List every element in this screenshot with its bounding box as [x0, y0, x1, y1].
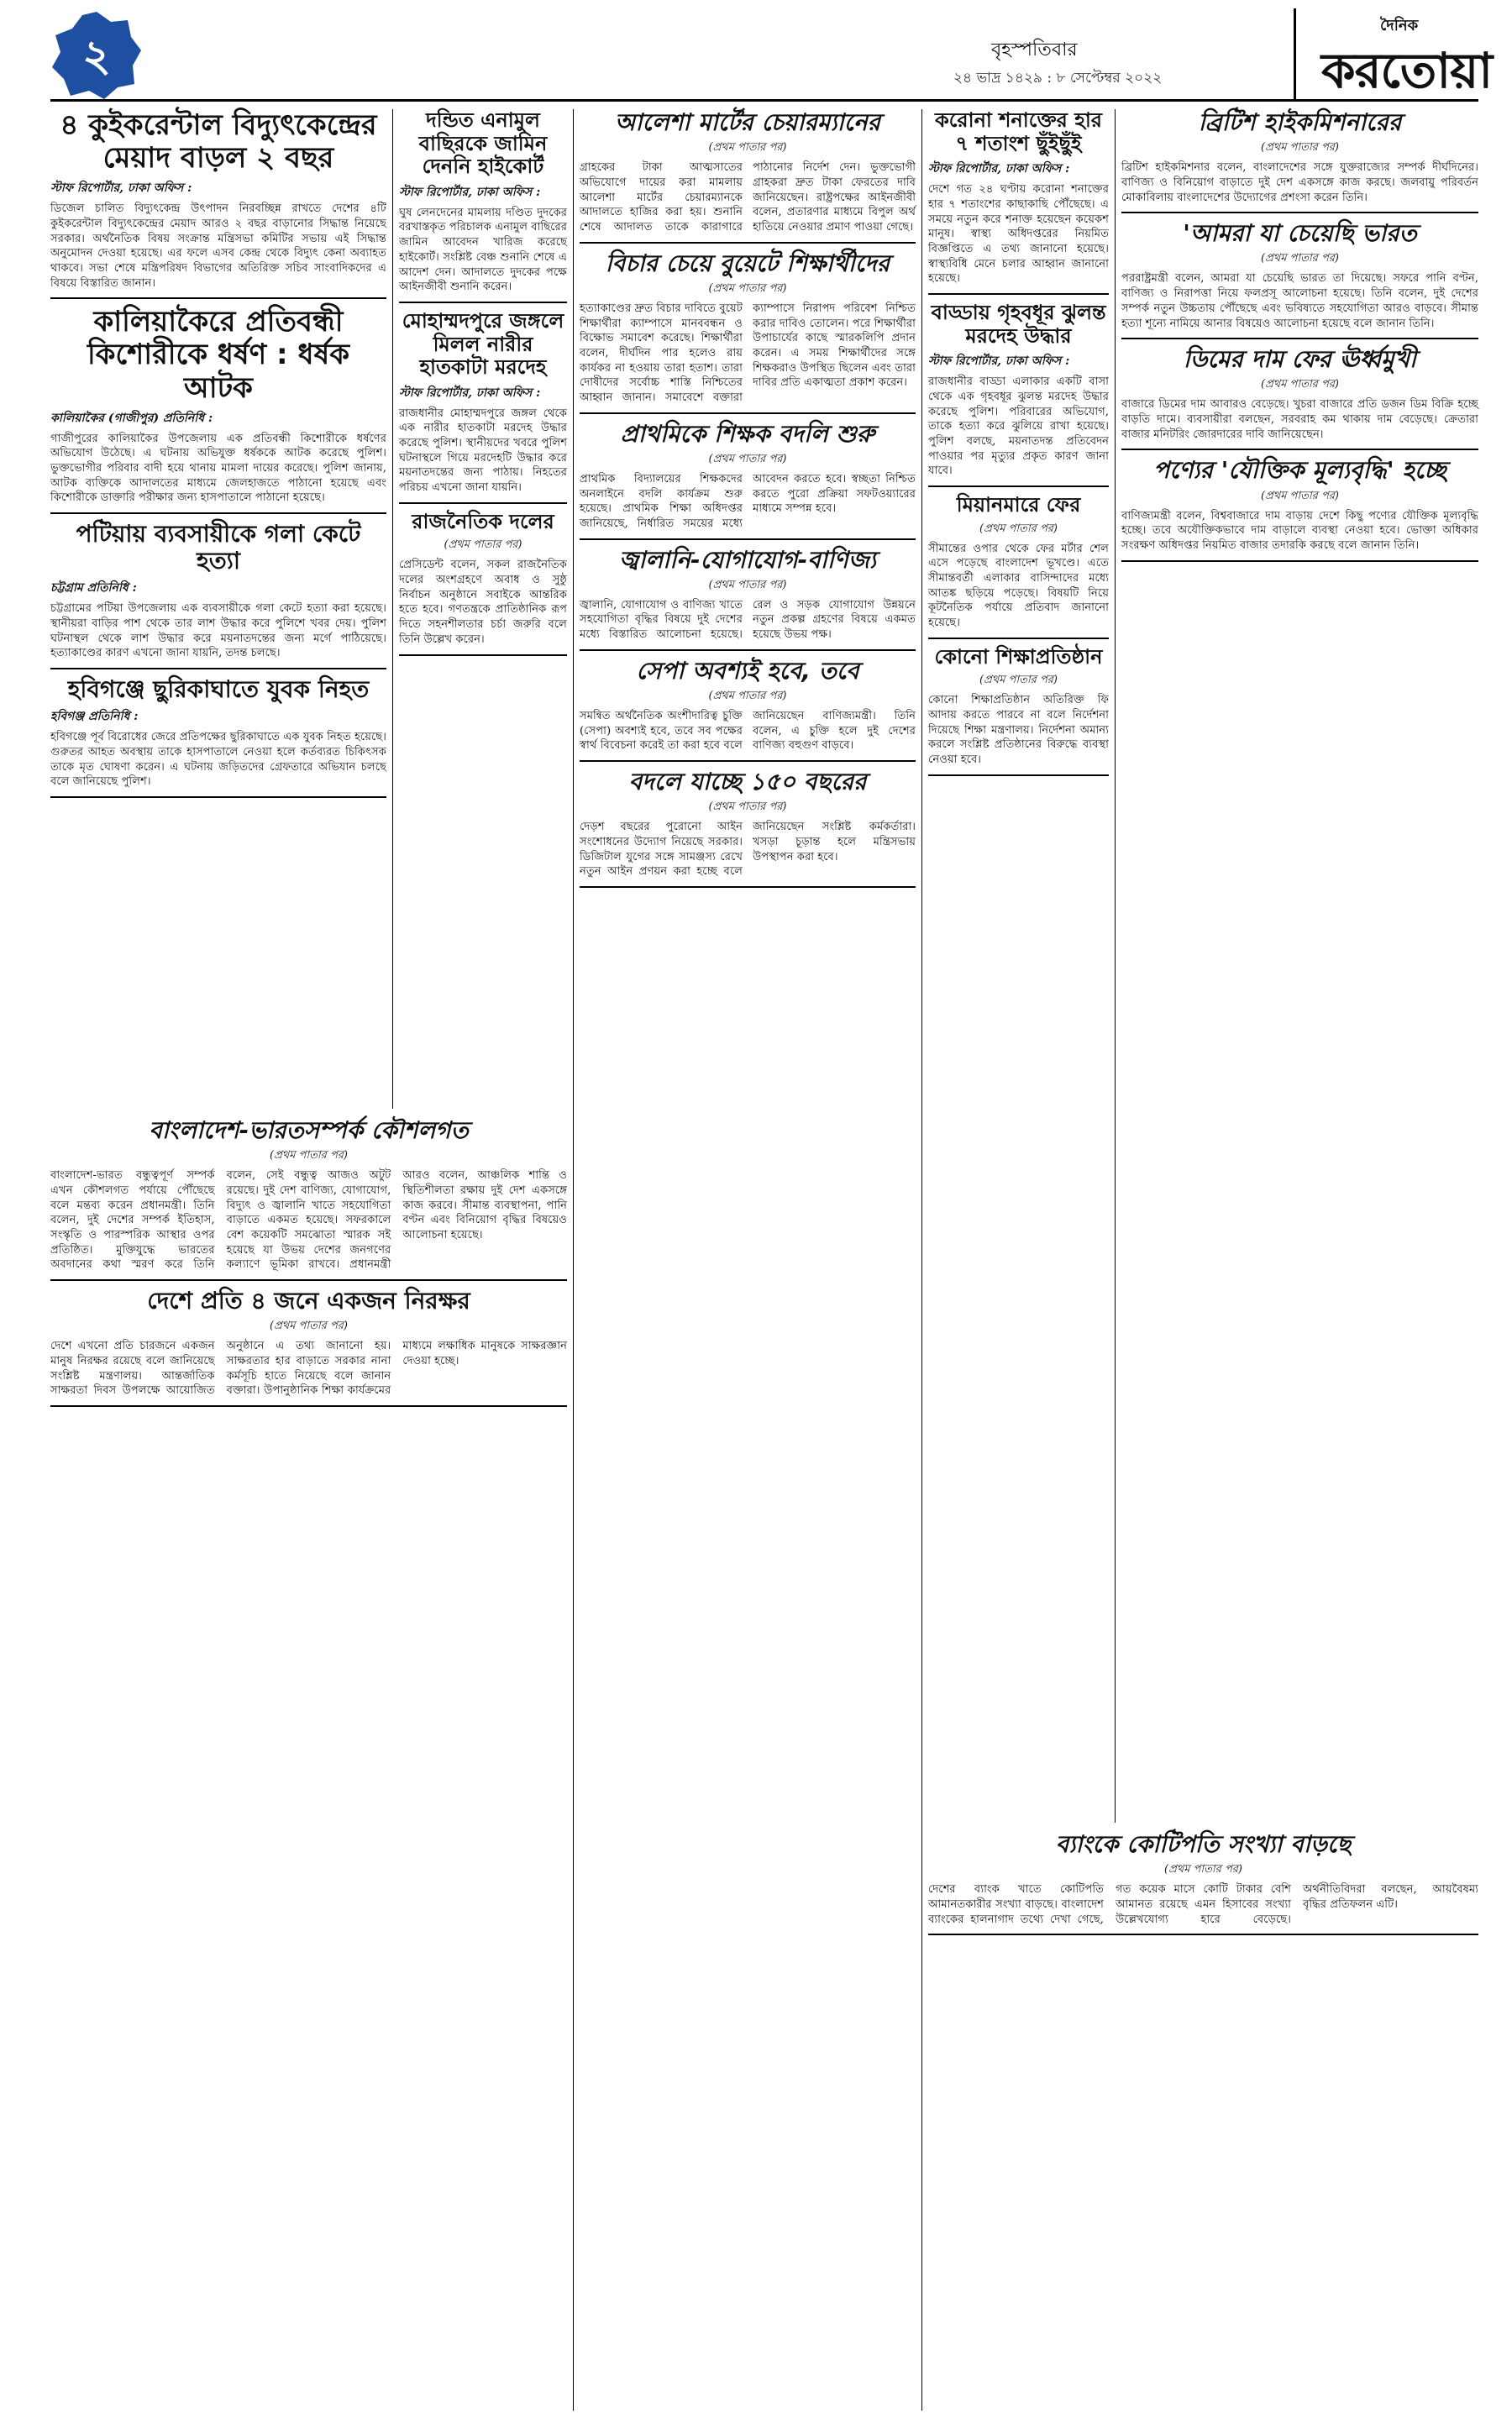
jump-line: (প্রথম পাতার পর): [444, 538, 522, 552]
story-sepa: [580, 658, 916, 762]
headline: আলেশা মার্টের চেয়ারম্যানের: [614, 108, 881, 136]
byline: চট্টগ্রাম প্রতিনিধি :: [50, 581, 137, 596]
headline: পণ্যের 'যৌক্তিক মূল্যবৃদ্ধি' হচ্ছে: [1153, 456, 1446, 485]
story-bdindia-inner: [50, 1117, 567, 1281]
byline: কালিয়াকৈর (গাজীপুর) প্রতিনিধি :: [50, 411, 213, 425]
story-kaliakoir: [50, 306, 386, 514]
story-text: হবিগঞ্জে পূর্ব বিরোধের জেরে প্রতিপক্ষের ছুরিকাঘাতে এক যুবক নিহত হয়েছে। গুরুতর আহত অবস্থায় তাকে হাসপাতালে নেওয়া হলে কর্তব্যরত চিকিৎসক তাকে মৃত ঘোষণা করেন। এ ঘটনায় জড়িতদের গ্রেফতারে অভিযান চলছে বলে জানিয়েছে পুলিশ।: [50, 731, 386, 789]
jump-line: (প্রথম পাতার পর): [708, 800, 787, 814]
jump-line: (প্রথম পাতার পর): [708, 281, 787, 295]
story-text: দেশে গত ২৪ ঘণ্টায় করোনা শনাক্তের হার ৭ শতাংশের কাছাকাছি পৌঁছেছে। এ সময়ে নতুন করে শনাক্ত হয়েছেন কয়েকশ মানুষ। স্বাস্থ্য অধিদপ্তরের নিয়মিত বিজ্ঞপ্তিতে এ তথ্য জানানো হয়েছে। স্বাস্থ্যবিধি মেনে চলার আহ্বান জানানো হয়েছে।: [928, 183, 1109, 286]
story-buet: [580, 250, 916, 414]
headline: দন্ডিত এনামুল বাছিরকে জামিন দেননি হাইকোর্ট: [418, 108, 548, 179]
column-rule: [1115, 109, 1116, 1823]
story-text: পররাষ্ট্রমন্ত্রী বলেন, আমরা যা চেয়েছি ভারত তা দিয়েছে। সফরে পানি বণ্টন, বাণিজ্য ও নিরাপত্তা নিয়ে ফলপ্রসূ আলোচনা হয়েছে। তিনি বলেন, দুই দেশের সম্পর্ক নতুন উচ্চতায় পৌঁছেছে এবং ভবিষ্যতে সহযোগিতা আরও বাড়বে। সীমান্ত হত্যা শূন্যে নামিয়ে আনার বিষয়েও আলোচনা হয়েছে বলে জানান তিনি।: [1121, 272, 1478, 330]
story-text: প্রেসিডেন্ট বলেন, সকল রাজনৈতিক দলের অংশগ্রহণে অবাধ ও সুষ্ঠু নির্বাচন অনুষ্ঠানে সবাইকে আন্তরিক হতে হবে। গণতন্ত্রকে প্রাতিষ্ঠানিক রূপ দিতে সহনশীলতার চর্চা জরুরি বলে তিনি উল্লেখ করেন।: [399, 559, 567, 646]
story-education: [928, 646, 1109, 776]
column-rule: [392, 109, 393, 1109]
newspaper-logo: [1294, 8, 1493, 101]
story-text: জ্বালানি, যোগাযোগ ও বাণিজ্য খাতে সহযোগিতা বৃদ্ধির বিষয়ে দুই দেশের মধ্যে বিস্তারিত আলোচনা হয়েছে। রেল ও সড়ক যোগাযোগ উন্নয়নে নতুন প্রকল্প গ্রহণের বিষয়ে একমত হয়েছে উভয় পক্ষ।: [580, 598, 916, 642]
headline: রাজনৈতিক দলের: [412, 509, 554, 533]
headline: হবিগঞ্জে ছুরিকাঘাতে যুবক নিহত: [67, 675, 370, 704]
issue-date: ২৪ ভাদ্র ১৪২৯ : ৮ সেপ্টেম্বর ২০২২: [953, 70, 1163, 87]
column-rule: [921, 109, 922, 2411]
story-millionaire-inner: [928, 1831, 1478, 1935]
jump-line: (প্রথম পাতার পর): [708, 452, 787, 465]
headline: কালিয়াকৈরে প্রতিবন্ধী কিশোরীকে ধর্ষণ : ধর্ষক আটক: [87, 305, 350, 405]
jump-line: (প্রথম পাতার পর): [1261, 489, 1339, 502]
top-rule: [50, 99, 1478, 102]
jump-line: (প্রথম পাতার পর): [708, 690, 787, 702]
story-text: ঘুষ লেনদেনের মামলায় দণ্ডিত দুদকের বরখাস্তকৃত পরিচালক এনামুল বাছিরের জামিন আবেদন খারিজ করেছে হাইকোর্ট। সংশ্লিষ্ট বেঞ্চ শুনানি শেষে এ আদেশ দেন। আদালতে দুদকের পক্ষে আইনজীবী শুনানি করেন।: [399, 206, 567, 294]
story-text: কোনো শিক্ষাপ্রতিষ্ঠান অতিরিক্ত ফি আদায় করতে পারবে না বলে নির্দেশনা দিয়েছে শিক্ষা মন্ত্রণালয়। নির্দেশনা অমান্য করলে সংশ্লিষ্ট প্রতিষ্ঠানের বিরুদ্ধে ব্যবস্থা নেওয়া হবে।: [928, 694, 1109, 767]
story-text: ডিজেল চালিত বিদ্যুৎকেন্দ্র উৎপাদন নিরবচ্ছিন্ন রাখতে দেশের ৪টি কুইকরেন্টাল বিদ্যুৎকেন্দ্রের মেয়াদ আরও ২ বছর বাড়ানোর সিদ্ধান্ত নিয়েছে সরকার। অর্থনৈতিক বিষয় সংক্রান্ত মন্ত্রিসভা কমিটির সভায় এই সিদ্ধান্ত অনুমোদন দেওয়া হয়েছে। এর ফলে এসব কেন্দ্র থেকে বিদ্যুৎ কেনা অব্যাহত থাকবে। সভা শেষে মন্ত্রিপরিষদ বিভাগের অতিরিক্ত সচিব সাংবাদিকদের এ বিষয়ে বিস্তারিত জানান।: [50, 202, 386, 290]
headline: ৪ কুইকরেন্টাল বিদ্যুৎকেন্দ্রের মেয়াদ বাড়ল ২ বছর: [60, 108, 377, 176]
story-millionaire: [928, 1831, 1478, 1942]
jump-line: (প্রথম পাতার পর): [708, 578, 787, 591]
story-text: বাজারে ডিমের দাম আবারও বেড়েছে। খুচরা বাজারে প্রতি ডজন ডিম বিক্রি হচ্ছে বাড়তি দামে। ব্যবসায়ীরা বলছেন, সরবরাহ কম থাকায় দাম বেড়েছে। ক্রেতারা বাজার মনিটরিং জোরদারের দাবি জানিয়েছেন।: [1121, 398, 1478, 441]
jump-line: (প্রথম পাতার পর): [270, 1149, 348, 1163]
jump-line: (প্রথম পাতার পর): [1261, 378, 1339, 391]
story-text: দেড়শ বছরের পুরোনো আইন সংশোধনের উদ্যোগ নিয়েছে সরকার। ডিজিটাল যুগের সঙ্গে সামঞ্জস্য রেখে নতুন আইন প্রণয়ন করা হচ্ছে বলে জানিয়েছেন সংশ্লিষ্ট কর্মকর্তারা। খসড়া চূড়ান্ত হলে মন্ত্রিসভায় উপস্থাপন করা হবে।: [580, 821, 916, 879]
headline: সেপা অবশ্যই হবে, তবে: [636, 656, 859, 685]
story-150: [580, 769, 916, 888]
column-3: [580, 109, 916, 895]
headline: 'আমরা যা চেয়েছি ভারত: [1183, 219, 1417, 248]
headline: মোহাম্মদপুরে জঙ্গলে মিলল নারীর হাতকাটা মরদেহ: [402, 308, 564, 380]
story-text: দেশের ব্যাংক খাতে কোটিপতি আমানতকারীর সংখ্যা বাড়ছে। বাংলাদেশ ব্যাংকের হালনাগাদ তথ্যে দেখা গেছে, গত কয়েক মাসে কোটি টাকার বেশি আমানত রয়েছে এমন হিসাবের সংখ্যা উল্লেখযোগ্য হারে বেড়েছে। অর্থনীতিবিদরা বলছেন, আয়বৈষম্য বৃদ্ধির প্রতিফলন এটি।: [928, 1883, 1478, 1926]
story-myanmar: [928, 494, 1109, 639]
story-text: ব্রিটিশ হাইকমিশনার বলেন, বাংলাদেশের সঙ্গে যুক্তরাজ্যের সম্পর্ক দীর্ঘদিনের। বাণিজ্য ও বিনিয়োগ বাড়াতে দুই দেশ একসঙ্গে কাজ করছে। জলবায়ু পরিবর্তন মোকাবিলায় বাংলাদেশের উদ্যোগের প্রশংসা করেন তিনি।: [1121, 161, 1478, 204]
story-patiya: [50, 521, 386, 669]
story-political: [399, 511, 567, 656]
story-eggs: [1121, 346, 1478, 450]
story-india-want: [1121, 220, 1478, 339]
story-text: গ্রাহকের টাকা আত্মসাতের অভিযোগে দায়ের করা মামলায় আলেশা মার্টের চেয়ারম্যানকে আদালতে হাজির করা হয়। শুনানি শেষে আদালত তাকে কারাগারে পাঠানোর নির্দেশ দেন। ভুক্তভোগী গ্রাহকরা দ্রুত টাকা ফেরতের দাবি জানিয়েছেন। রাষ্ট্রপক্ষের আইনজীবী বলেন, প্রতারণার মাধ্যমে বিপুল অর্থ হাতিয়ে নেওয়ার প্রমাণ পাওয়া গেছে।: [580, 161, 916, 234]
story-text: রাজধানীর মোহাম্মদপুরে জঙ্গল থেকে এক নারীর হাতকাটা মরদেহ উদ্ধার করেছে পুলিশ। স্থানীয়দের খবরে পুলিশ ঘটনাস্থলে গিয়ে মরদেহটি উদ্ধার করে ময়নাতদন্তের জন্য পাঠায়। নিহতের পরিচয় এখনো জানা যায়নি।: [399, 407, 567, 495]
story-text: বাংলাদেশ-ভারত বন্ধুত্বপূর্ণ সম্পর্ক এখন কৌশলগত পর্যায়ে পৌঁছেছে বলে মন্তব্য করেন প্রধানমন্ত্রী। তিনি বলেন, দুই দেশের সম্পর্ক ইতিহাস, সংস্কৃতি ও পারস্পরিক আস্থার ওপর প্রতিষ্ঠিত। মুক্তিযুদ্ধে ভারতের অবদানের কথা স্মরণ করে তিনি বলেন, সেই বন্ধুত্ব আজও অটুট রয়েছে। দুই দেশ বাণিজ্য, যোগাযোগ, বিদ্যুৎ ও জ্বালানি খাতে সহযোগিতা বাড়াতে একমত হয়েছে। সফরকালে বেশ কয়েকটি সমঝোতা স্মারক সই হয়েছে যা উভয় দেশের জনগণের কল্যাণে ভূমিকা রাখবে। প্রধানমন্ত্রী আরও বলেন, আঞ্চলিক শান্তি ও স্থিতিশীলতা রক্ষায় দুই দেশ একসঙ্গে কাজ করবে। সীমান্ত ব্যবস্থাপনা, পানি বণ্টন এবং বিনিয়োগ বৃদ্ধির বিষয়েও আলোচনা হয়েছে।: [50, 1169, 567, 1272]
story-text: সীমান্তের ওপার থেকে ফের মর্টার শেল এসে পড়েছে বাংলাদেশ ভূখণ্ডে। এতে সীমান্তবর্তী এলাকার বাসিন্দাদের মধ্যে আতঙ্ক ছড়িয়ে পড়েছে। বিষয়টি নিয়ে কূটনৈতিক পর্যায়ে প্রতিবাদ জানানো হয়েছে।: [928, 542, 1109, 630]
weekday: বৃহস্পতিবার: [991, 39, 1078, 60]
headline: পটিয়ায় ব্যবসায়ীকে গলা কেটে হত্যা: [76, 520, 361, 575]
story-baddah: [928, 302, 1109, 487]
story-goods: [1121, 457, 1478, 561]
story-teacher: [580, 421, 916, 540]
headline: ব্রিটিশ হাইকমিশনারের: [1198, 108, 1402, 136]
story-power: [50, 109, 386, 299]
story-text: দেশে এখনো প্রতি চারজনে একজন মানুষ নিরক্ষর রয়েছে বলে জানিয়েছে সংশ্লিষ্ট মন্ত্রণালয়। আন্তর্জাতিক সাক্ষরতা দিবস উপলক্ষে আয়োজিত অনুষ্ঠানে এ তথ্য জানানো হয়। সাক্ষরতার হার বাড়াতে সরকার নানা কর্মসূচি হাতে নিয়েছে বলে জানান বক্তারা। উপানুষ্ঠানিক শিক্ষা কার্যক্রমের মাধ্যমে লক্ষাধিক মানুষকে সাক্ষরজ্ঞান দেওয়া হচ্ছে।: [50, 1340, 567, 1398]
column-5: [928, 109, 1109, 783]
column-6: [1121, 109, 1478, 569]
byline: স্টাফ রিপোর্টার, ঢাকা অফিস :: [399, 185, 541, 199]
story-aleshia: [580, 109, 916, 244]
story-bdindia: [50, 1117, 567, 1414]
headline: বদলে যাচ্ছে ১৫০ বছরের: [628, 768, 867, 796]
headline: মিয়ানমারে ফের: [956, 493, 1081, 517]
story-text: প্রাথমিক বিদ্যালয়ের শিক্ষকদের অনলাইনে বদলি কার্যক্রম শুরু হয়েছে। প্রাথমিক শিক্ষা অধিদপ্তর জানিয়েছে, নির্ধারিত সময়ের মধ্যে আবেদন করতে হবে। স্বচ্ছতা নিশ্চিত করতে পুরো প্রক্রিয়া সফটওয়্যারের মাধ্যমে সম্পন্ন হবে।: [580, 472, 916, 530]
byline: স্টাফ রিপোর্টার, ঢাকা অফিস :: [928, 354, 1070, 369]
jump-line: (প্রথম পাতার পর): [979, 674, 1058, 687]
story-bail: [399, 109, 567, 303]
story-text: রাজধানীর বাড্ডা এলাকার একটি বাসা থেকে এক গৃহবধূর ঝুলন্ত মরদেহ উদ্ধার করেছে পুলিশ। পরিবারের অভিযোগ, তাকে হত্যা করে ঝুলিয়ে রাখা হয়েছে। পুলিশ বলছে, ময়নাতদন্ত প্রতিবেদন পাওয়ার পর মৃত্যুর প্রকৃত কারণ জানা যাবে।: [928, 375, 1109, 478]
story-british: [1121, 109, 1478, 213]
column-2: [399, 109, 567, 663]
story-energy: [580, 547, 916, 651]
story-literacy: [50, 1288, 567, 1407]
headline: জ্বালানি-যোগাযোগ-বাণিজ্য: [618, 545, 877, 574]
jump-line: (প্রথম পাতার পর): [1261, 141, 1339, 155]
jump-line: (প্রথম পাতার পর): [270, 1320, 348, 1333]
byline: স্টাফ রিপোর্টার, ঢাকা অফিস :: [399, 386, 541, 400]
column-1: [50, 109, 386, 805]
byline: হবিগঞ্জ প্রতিনিধি :: [50, 710, 139, 724]
story-habiganj: [50, 676, 386, 798]
headline: করোনা শনাক্তের হার ৭ শতাংশ ছুঁইছুঁই: [934, 108, 1102, 155]
headline: প্রাথমিকে শিক্ষক বদলি শুরু: [620, 419, 875, 448]
headline: বাড্ডায় গৃহবধূর ঝুলন্ত মরদেহ উদ্ধার: [931, 301, 1106, 348]
jump-line: (প্রথম পাতার পর): [979, 522, 1058, 535]
headline: কোনো শিক্ষাপ্রতিষ্ঠান: [934, 644, 1103, 669]
headline: বিচার চেয়ে বুয়েটে শিক্ষার্থীদের: [605, 249, 890, 277]
headline: দেশে প্রতি ৪ জনে একজন নিরক্ষর: [147, 1287, 470, 1315]
headline: বাংলাদেশ-ভারতসম্পর্ক কৌশলগত: [149, 1116, 469, 1144]
story-text: গাজীপুরের কালিয়াকৈর উপজেলায় এক প্রতিবন্ধী কিশোরীকে ধর্ষণের অভিযোগ উঠেছে। এ ঘটনায় অভিযুক্ত ধর্ষককে আটক করেছে পুলিশ। ভুক্তভোগীর পরিবার বাদী হয়ে থানায় মামলা দায়ের করেছে। পুলিশ জানায়, আটক ব্যক্তিকে আদালতের মাধ্যমে জেলহাজতে পাঠানো হয়েছে এবং কিশোরীকে ডাক্তারি পরীক্ষার জন্য হাসপাতালে পাঠানো হয়েছে।: [50, 432, 386, 505]
story-text: হত্যাকাণ্ডের দ্রুত বিচার দাবিতে বুয়েট শিক্ষার্থীরা ক্যাম্পাসে মানববন্ধন ও বিক্ষোভ সমাবেশ করেছে। শিক্ষার্থীরা বলেন, দীর্ঘদিন পার হলেও রায় কার্যকর না হওয়ায় তারা হতাশ। তারা দোষীদের সর্বোচ্চ শাস্তি নিশ্চিতের আহ্বান জানান। সমাবেশে বক্তারা ক্যাম্পাসে নিরাপদ পরিবেশ নিশ্চিত করার দাবিও তোলেন। পরে শিক্ষার্থীরা উপাচার্যের কাছে স্মারকলিপি প্রদান করেন। এ সময় শিক্ষার্থীদের সঙ্গে শিক্ষকরাও উপস্থিত ছিলেন এবং তারা দাবির প্রতি একাত্মতা প্রকাশ করেন।: [580, 302, 916, 404]
page-number: ২: [82, 31, 111, 81]
column-rule: [573, 109, 574, 2411]
headline: ব্যাংকে কোটিপতি সংখ্যা বাড়ছে: [1055, 1830, 1352, 1858]
story-text: সমন্বিত অর্থনৈতিক অংশীদারিত্ব চুক্তি (সেপা) অবশ্যই হবে, তবে সব পক্ষের স্বার্থ বিবেচনা করেই তা করা হবে বলে জানিয়েছেন বাণিজ্যমন্ত্রী। তিনি বলেন, এ চুক্তি হলে দুই দেশের বাণিজ্য বহুগুণ বাড়বে।: [580, 710, 916, 753]
logo-big: করতোয়া: [1321, 42, 1493, 99]
jump-line: (প্রথম পাতার পর): [708, 141, 787, 155]
headline: ডিমের দাম ফের ঊর্ধ্বমুখী: [1183, 345, 1417, 374]
page-number-badge: [50, 8, 143, 101]
story-mohammadpur: [399, 310, 567, 504]
story-text: চট্টগ্রামের পটিয়া উপজেলায় এক ব্যবসায়ীকে গলা কেটে হত্যা করা হয়েছে। স্থানীয়রা বাড়ির পাশ থেকে তার লাশ উদ্ধার করে পুলিশে খবর দেয়। পুলিশ ঘটনাস্থল থেকে লাশ উদ্ধার করে ময়নাতদন্তের জন্য মর্গে পাঠিয়েছে। হত্যাকাণ্ডের কারণ এখনো জানা যায়নি, তদন্ত চলছে।: [50, 602, 386, 660]
masthead: [50, 8, 1493, 101]
logo-small: দৈনিক: [1380, 17, 1419, 34]
story-corona: [928, 109, 1109, 295]
jump-line: (প্রথম পাতার পর): [1261, 252, 1339, 265]
byline: স্টাফ রিপোর্টার, ঢাকা অফিস :: [50, 181, 192, 196]
jump-line: (প্রথম পাতার পর): [1164, 1863, 1242, 1876]
story-text: বাণিজ্যমন্ত্রী বলেন, বিশ্ববাজারে দাম বাড়ায় দেশে কিছু পণ্যের যৌক্তিক মূল্যবৃদ্ধি হচ্ছে। তবে অযৌক্তিকভাবে দাম বাড়ালে ব্যবস্থা নেওয়া হবে। ভোক্তা অধিকার সংরক্ষণ অধিদপ্তর নিয়মিত বাজার তদারকি করছে বলে জানান তিনি।: [1121, 509, 1478, 552]
byline: স্টাফ রিপোর্টার, ঢাকা অফিস :: [928, 162, 1070, 176]
